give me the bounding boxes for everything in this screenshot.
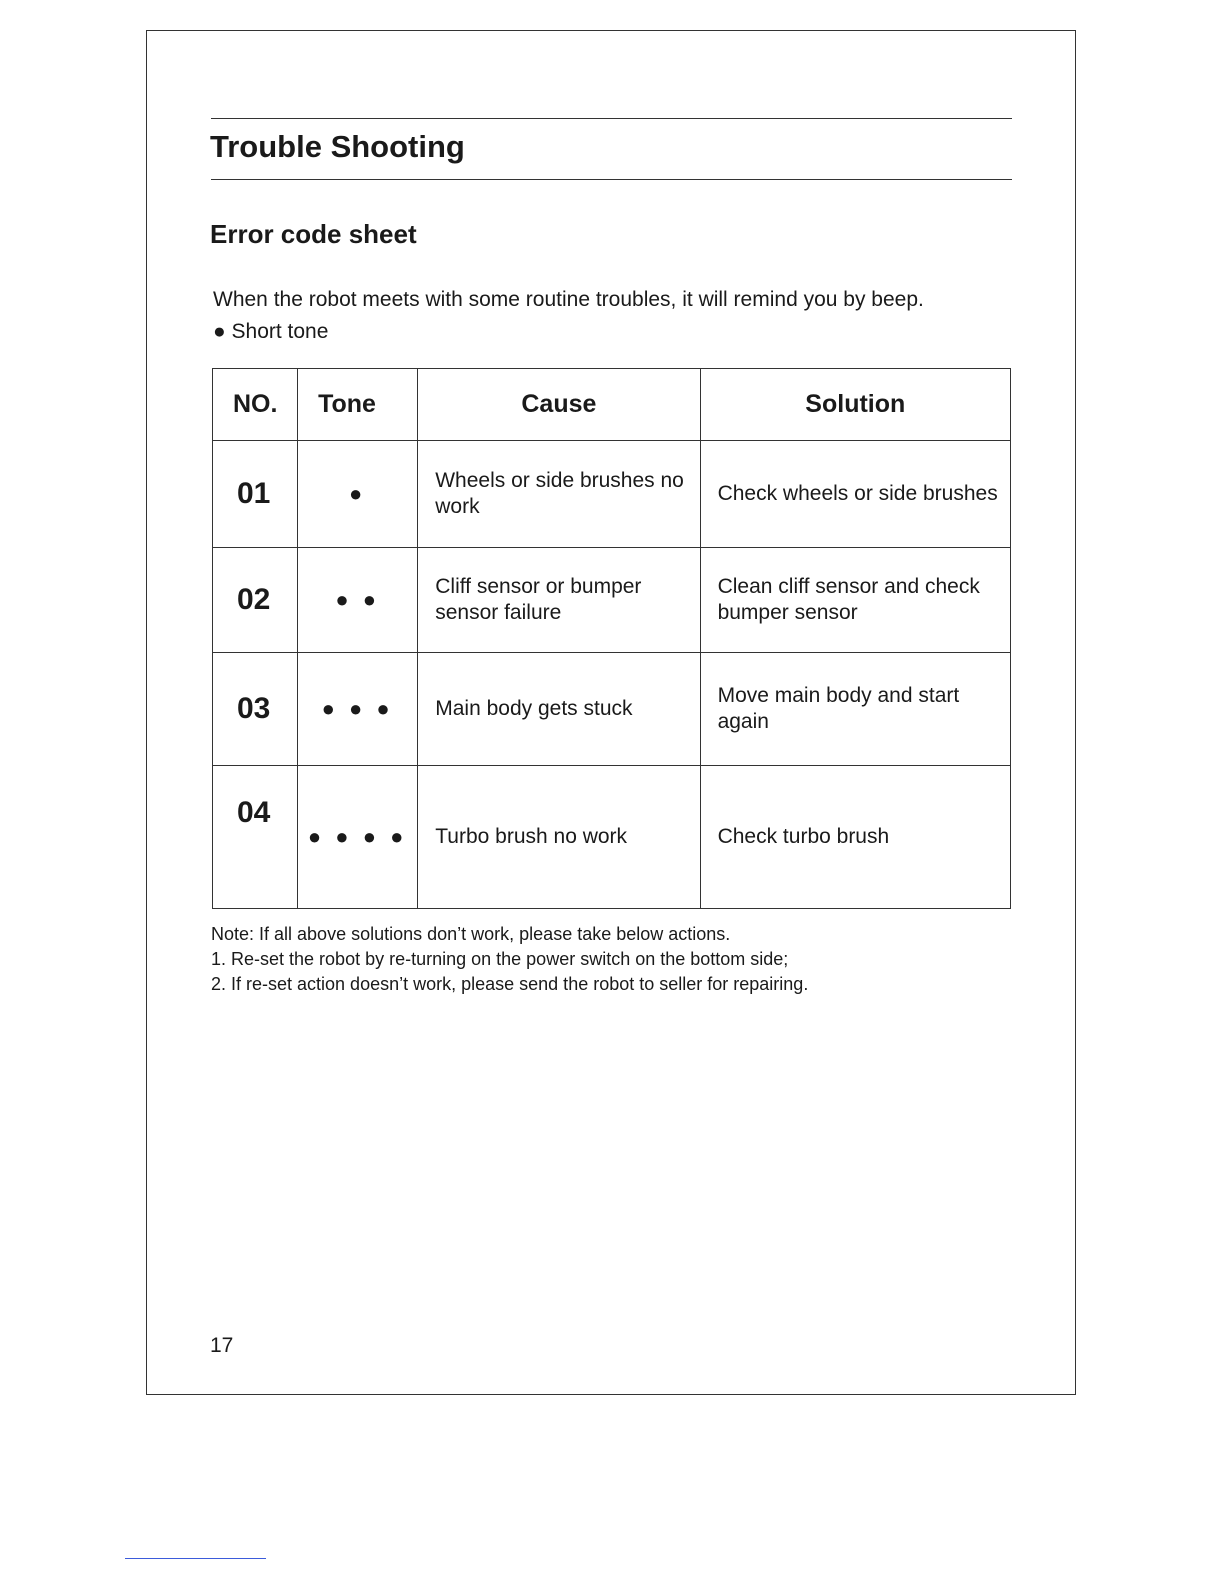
note-step-2: 2. If re-set action doesn’t work, please send the robot to seller for repairing. [211,974,809,994]
title-rule-top [211,118,1012,119]
error-number: 01 [213,441,298,548]
solution-text: Clean cliff sensor and check bumper sensor [700,548,1010,653]
error-number: 02 [213,548,298,653]
page-number: 17 [210,1334,234,1357]
short-tone-legend: ● Short tone [213,320,329,343]
header-tone: Tone [298,369,418,441]
header-cause: Cause [418,369,700,441]
footer-link-underline[interactable] [125,1558,266,1559]
table-header-row [213,369,1011,441]
notes-block [211,922,808,997]
error-number: 04 [213,766,298,909]
note-step-1: 1. Re-set the robot by re-turning on the power switch on the bottom side; [211,949,789,969]
tone-dots: ● ● ● [298,653,418,766]
error-code-table [212,368,1011,909]
title-rule-bottom [211,179,1012,180]
table-row [213,653,1011,766]
table-row [213,766,1011,909]
error-number: 03 [213,653,298,766]
cause-text: Main body gets stuck [418,653,700,766]
header-solution: Solution [700,369,1010,441]
header-no: NO. [213,369,298,441]
section-title: Error code sheet [210,219,417,249]
intro-block [213,284,924,348]
cause-text: Turbo brush no work [418,766,700,909]
tone-dots: ● ● [298,548,418,653]
intro-text: When the robot meets with some routine troubles, it will remind you by beep. [213,288,924,311]
note-text: Note: If all above solutions don’t work, please take below actions. [211,924,731,944]
table-row [213,441,1011,548]
cause-text: Cliff sensor or bumper sensor failure [418,548,700,653]
tone-dots: ● [298,441,418,548]
solution-text: Check turbo brush [700,766,1010,909]
page-title: Trouble Shooting [210,129,465,164]
table-row [213,548,1011,653]
tone-dots: ● ● ● ● [298,766,418,909]
solution-text: Check wheels or side brushes [700,441,1010,548]
cause-text: Wheels or side brushes no work [418,441,700,548]
solution-text: Move main body and start again [700,653,1010,766]
